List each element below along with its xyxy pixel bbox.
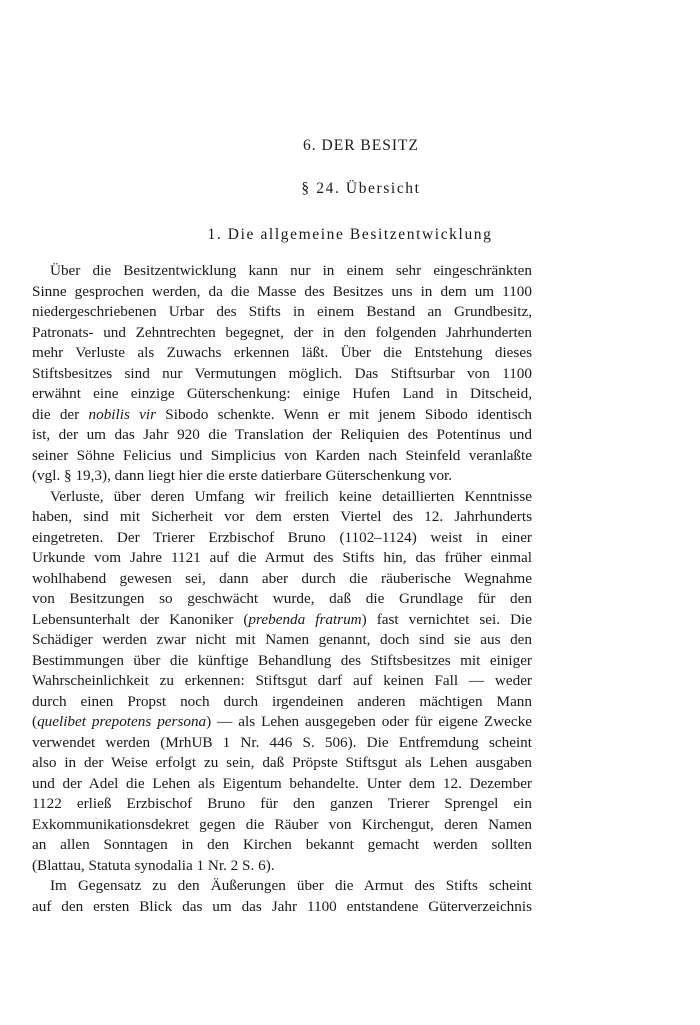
text-segment: von Besitzungen so geschwächt wurde, daß die Grundlage für den [32,590,532,607]
text-line [32,282,532,303]
text-line [32,897,532,918]
text-segment: niedergeschriebenen Urbar des Stifts in einem Bestand an Grundbesitz, [32,303,532,320]
text-line [32,774,532,795]
subsection-title: 1. Die allgemeine Besitzentwicklung [207,226,493,243]
text-line [32,794,532,815]
text-line [32,384,532,405]
text-segment: ) fast vernichtet sei. Die [361,610,532,628]
text-line [32,364,532,385]
text-line [32,323,532,344]
text-segment: (vgl. § 19,3), dann liegt hier die erste datierbare Güterschenkung vor. [32,467,453,484]
text-segment: Wahrscheinlichkeit zu erkennen: Stiftsgut darf auf keinen Fall — weder [32,672,532,689]
text-line [32,302,532,323]
text-segment: die der [32,405,89,423]
text-segment: 1122 erließ Erzbischof Bruno für den ganzen Trierer Sprengel ein [32,795,532,812]
text-segment: eingetreten. Der Trierer Erzbischof Bruno (1102–1124) weist in einer [32,528,532,546]
text-segment: Bestimmungen über die künftige Behandlung des Stiftsbesitzes mit einiger [32,651,532,669]
text-segment: ( [32,713,38,730]
text-segment: Verluste, über deren Umfang wir freilich keine detaillierten Kenntnisse [50,487,532,505]
text-line [32,261,532,282]
text-line [32,343,532,364]
text-segment: also in der Weise erfolgt zu sein, daß Pröpste Stiftsgut als Lehen ausgaben [32,754,532,771]
text-line [32,671,532,692]
text-segment: an allen Sonntagen in den Kirchen bekannt gemacht werden sollten [32,836,532,853]
text-segment: ist, der um das Jahr 920 die Translation der Reliquien des Potentinus und [32,426,532,443]
text-line [32,876,532,897]
text-line [32,856,532,877]
text-line [32,425,532,446]
text-segment: wohlhabend gewesen sei, dann aber durch die räuberische Wegnahme [32,569,532,587]
text-segment: verwendet werden (MrhUB 1 Nr. 446 S. 506). Die Entfremdung scheint [32,733,532,751]
text-segment: Lebensunterhalt der Kanoniker ( [32,610,249,628]
text-segment: erwähnt eine einzige Güterschenkung: einige Hufen Land in Ditscheid, [32,385,532,402]
text-line [32,651,532,672]
text-line [32,466,532,487]
text-segment: Patronats- und Zehntrechten begegnet, der in den folgenden Jahrhunderten [32,323,532,341]
section-title: § 24. Übersicht [301,180,421,197]
text-segment: haben, sind mit Sicherheit vor dem ersten Viertel des 12. Jahrhunderts [32,508,532,525]
text-line [32,692,532,713]
text-line [32,589,532,610]
text-segment: und der Adel die Lehen als Eigentum behandelte. Unter dem 12. Dezember [32,774,532,792]
text-line [32,733,532,754]
chapter-title: 6. DER BESITZ [303,137,419,154]
text-line [32,630,532,651]
text-line [32,446,532,467]
text-segment: Exkommunikationsdekret gegen die Räuber von Kirchengut, deren Namen [32,815,532,833]
text-segment: Urkunde vom Jahre 1121 auf die Armut des Stifts hin, das früher einmal [32,549,532,566]
text-segment: Im Gegensatz zu den Äußerungen über die Armut des Stifts scheint [50,877,532,894]
text-segment: Über die Besitzentwicklung kann nur in einem sehr eingeschränkten [50,262,532,279]
text-segment: Stiftsbesitzes sind nur Vermutungen möglich. Das Stiftsurbar von 1100 [32,364,532,382]
text-segment: Schädiger werden zwar nicht mit Namen genannt, doch sind sie aus den [32,631,532,648]
latin-term: quelibet prepotens persona [37,713,207,730]
text-segment: ) — als Lehen ausgegeben oder für eigene Zwecke [206,713,532,730]
text-segment: Sinne gesprochen werden, da die Masse des Besitzes uns in dem um 1100 [32,282,532,300]
text-line [32,507,532,528]
text-segment: Sibodo schenkte. Wenn er mit jenem Sibodo identisch [156,405,532,423]
text-line [32,548,532,569]
text-segment: mehr Verluste als Zuwachs erkennen läßt. Über die Entstehung dieses [32,344,532,361]
text-line [32,569,532,590]
text-line [32,815,532,836]
text-line [32,835,532,856]
text-segment: (Blattau, Statuta synodalia 1 Nr. 2 S. 6). [32,856,275,874]
text-line [32,487,532,508]
text-line [32,528,532,549]
text-line [32,753,532,774]
text-segment: durch einen Propst noch durch irgendeinen anderen mächtigen Mann [32,692,532,710]
text-line [32,712,532,733]
latin-term: prebenda fratrum [248,610,362,628]
body-text [32,261,532,917]
text-line [32,405,532,426]
text-segment: seiner Söhne Felicius und Simplicius von Karden nach Steinfeld veranlaßte [32,446,532,464]
latin-term: nobilis vir [88,405,156,423]
text-segment: auf den ersten Blick das um das Jahr 1100 entstandene Güterverzeichnis [32,897,532,915]
text-line [32,610,532,631]
